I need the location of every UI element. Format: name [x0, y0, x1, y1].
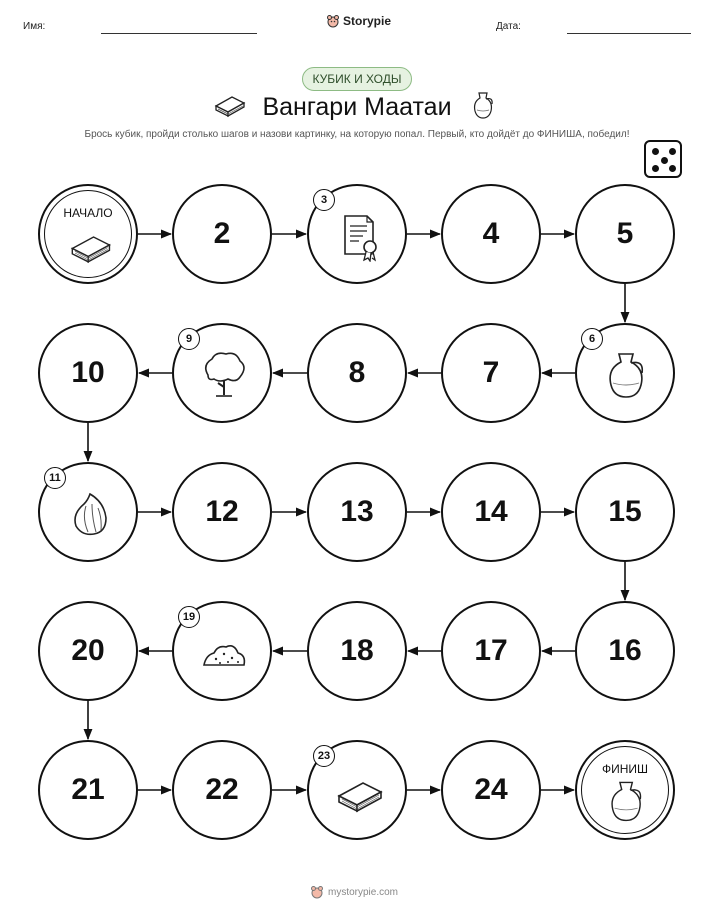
board-cell-2: [172, 184, 272, 284]
footer-url: mystorypie.com: [328, 886, 399, 898]
cell-label: НАЧАЛО: [63, 206, 113, 220]
cell-number-badge: 23: [313, 745, 335, 767]
cell-number: 8: [348, 356, 366, 389]
certificate-icon: [333, 210, 385, 262]
cell-number: 21: [71, 773, 105, 806]
board-cell-15: [575, 462, 675, 562]
brand-name: Storypie: [343, 14, 392, 28]
cell-number: 18: [340, 634, 374, 667]
cell-number: 24: [474, 773, 508, 806]
board-cell-19: [172, 601, 272, 701]
cell-number-badge: 11: [44, 467, 66, 489]
cell-number: 16: [608, 634, 642, 667]
board-cell-25: [575, 740, 675, 840]
board-cell-20: [38, 601, 138, 701]
activity-tag: КУБИК И ХОДЫ: [302, 67, 412, 91]
jug-icon: [601, 349, 653, 401]
board-cell-6: [575, 323, 675, 423]
date-label: Дата:: [496, 21, 521, 32]
soil-icon: [198, 627, 250, 679]
cell-number: 17: [474, 634, 508, 667]
jug-icon: [604, 778, 650, 824]
cell-number: 14: [474, 495, 508, 528]
cell-number: 2: [213, 217, 231, 250]
instructions-text: Брось кубик, пройди столько шагов и назови картинку, на которую попал. Первый, кто дойдёт до ФИНИША, победил!: [84, 129, 630, 140]
book-icon: [67, 222, 113, 268]
board-cell-16: [575, 601, 675, 701]
board-cell-7: [441, 323, 541, 423]
board-cell-4: [441, 184, 541, 284]
cell-number-badge: 9: [178, 328, 200, 350]
book-icon: [333, 766, 385, 818]
cell-number-badge: 19: [178, 606, 200, 628]
board-cell-23: [307, 740, 407, 840]
cell-number: 5: [616, 217, 634, 250]
cell-number: 7: [482, 356, 500, 389]
board-cell-10: [38, 323, 138, 423]
cell-label: ФИНИШ: [601, 762, 649, 776]
cell-number: 22: [205, 773, 239, 806]
board-cell-13: [307, 462, 407, 562]
board-cell-24: [441, 740, 541, 840]
page-title: Вангари Маатаи: [262, 93, 452, 121]
board-cell-21: [38, 740, 138, 840]
board-cell-22: [172, 740, 272, 840]
name-label: Имя:: [23, 21, 46, 32]
board-cell-5: [575, 184, 675, 284]
cell-number: 4: [482, 217, 500, 250]
storypie-mascot-icon: [310, 885, 324, 899]
cell-number: 12: [205, 495, 239, 528]
cell-number-badge: 6: [581, 328, 603, 350]
cell-number: 13: [340, 495, 374, 528]
footer: [310, 885, 398, 899]
cell-number: 20: [71, 634, 105, 667]
board-cell-1: [38, 184, 138, 284]
cell-number-badge: 3: [313, 189, 335, 211]
cell-number: 15: [608, 495, 642, 528]
board-cell-11: [38, 462, 138, 562]
cell-number: 10: [71, 356, 105, 389]
board-cell-9: [172, 323, 272, 423]
board-cell-3: [307, 184, 407, 284]
board-cell-12: [172, 462, 272, 562]
board-cell-8: [307, 323, 407, 423]
tree-icon: [198, 349, 250, 401]
board-cell-14: [441, 462, 541, 562]
board-cell-18: [307, 601, 407, 701]
board-cell-17: [441, 601, 541, 701]
seed-icon: [64, 488, 116, 540]
